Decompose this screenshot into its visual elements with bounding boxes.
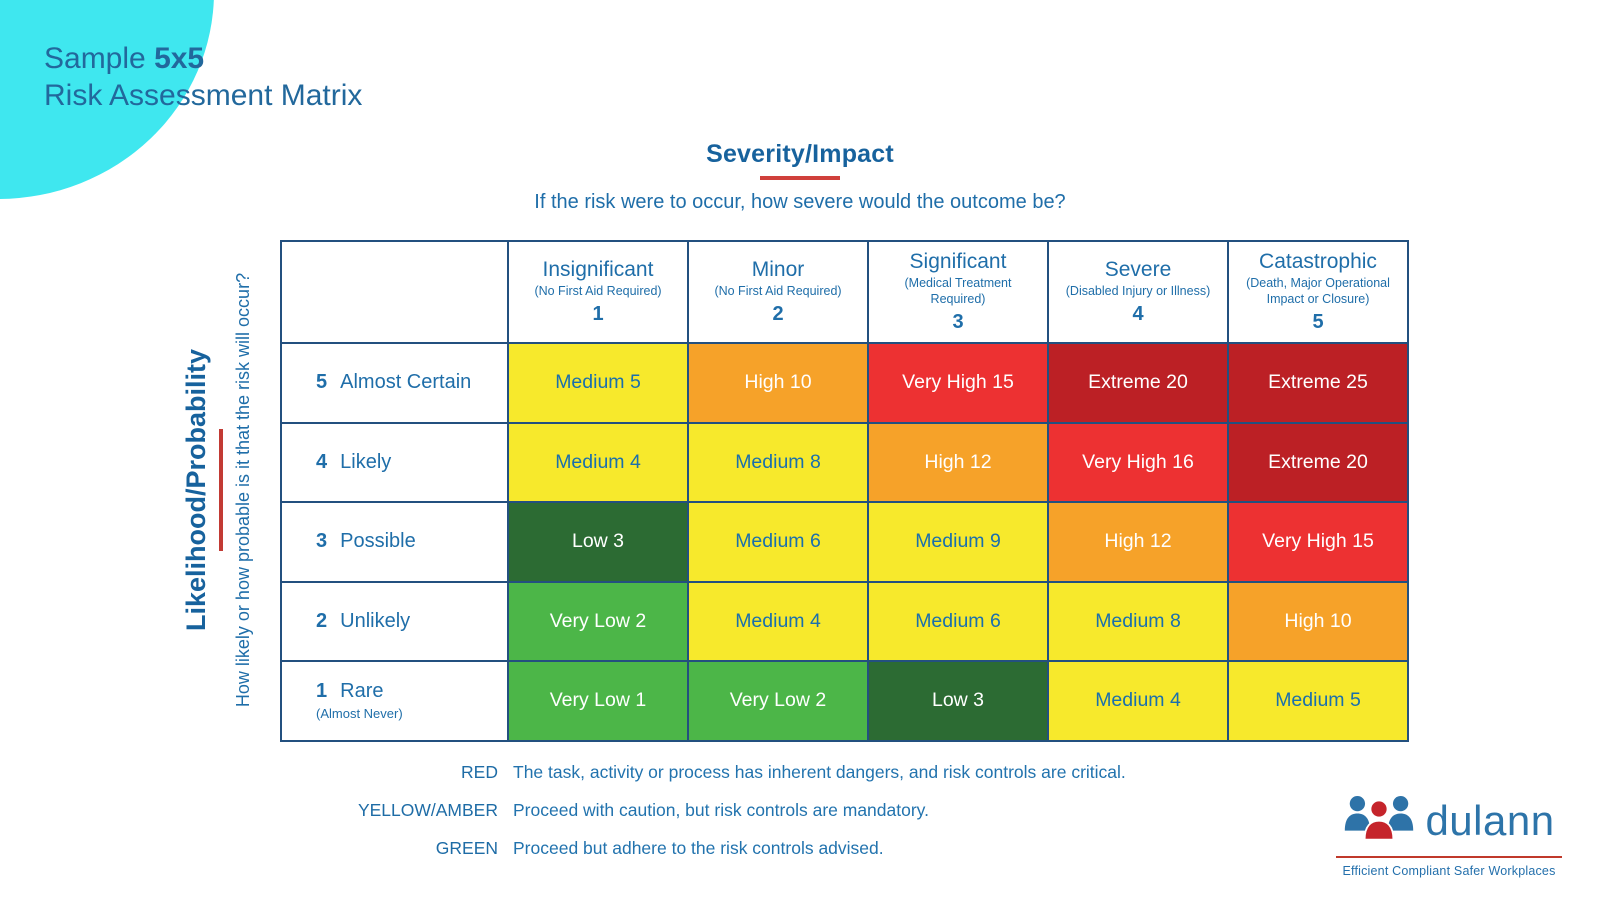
- matrix-cell: Medium 8: [689, 424, 867, 502]
- matrix-cell: High 10: [1229, 583, 1407, 661]
- column-title: Minor: [751, 258, 805, 282]
- row-header-likely: [282, 424, 507, 502]
- row-header-label: [316, 610, 410, 633]
- row-number: 5: [316, 371, 328, 394]
- row-label: Unlikely: [340, 609, 411, 632]
- color-legend: [280, 762, 1126, 859]
- matrix-cell: Medium 4: [1049, 662, 1227, 740]
- page-title: [44, 40, 362, 114]
- matrix-cell: Medium 6: [689, 503, 867, 581]
- matrix-cell: Low 3: [869, 662, 1047, 740]
- people-group-icon: [1343, 792, 1415, 849]
- page-title-bold: 5x5: [154, 42, 205, 75]
- row-label: Almost Certain: [340, 371, 472, 394]
- matrix-cell: Medium 8: [1049, 583, 1227, 661]
- column-header-significant: [869, 242, 1047, 342]
- matrix-cell: Extreme 20: [1229, 424, 1407, 502]
- matrix-cell: Very Low 2: [509, 583, 687, 661]
- matrix-cell: Very Low 1: [509, 662, 687, 740]
- matrix-cell: High 12: [1049, 503, 1227, 581]
- logo-red-divider: [1336, 856, 1562, 858]
- column-title: Significant: [909, 250, 1007, 274]
- column-subtitle: (Medical Treatment Required): [904, 276, 1012, 306]
- risk-matrix-table: [280, 240, 1409, 742]
- row-number: 4: [316, 450, 328, 473]
- row-header-unlikely: [282, 583, 507, 661]
- row-label: Rare: [340, 680, 384, 703]
- matrix-cell: Medium 4: [689, 583, 867, 661]
- column-header-minor: [689, 242, 867, 342]
- row-header-sublabel: (Almost Never): [316, 706, 403, 722]
- legend-text-red: The task, activity or process has inherent dangers, and risk controls are critical.: [513, 762, 1126, 782]
- row-header-almost-certain: [282, 344, 507, 422]
- column-subtitle: (No First Aid Required): [534, 284, 662, 299]
- legend-label-red: RED: [461, 762, 498, 782]
- legend-label-yellow-amber: YELLOW/AMBER: [357, 800, 498, 820]
- matrix-cell: Very High 16: [1049, 424, 1227, 502]
- likelihood-axis-question: How likely or how probable is it that the risk will occur?: [232, 272, 253, 708]
- page-title-line1: [44, 40, 362, 77]
- page-title-regular: Sample: [44, 42, 146, 75]
- row-header-label: [316, 680, 383, 703]
- matrix-cell: Very Low 2: [689, 662, 867, 740]
- column-number: 1: [592, 302, 604, 325]
- column-title: Insignificant: [542, 258, 654, 282]
- row-number: 3: [316, 530, 328, 553]
- severity-axis-title: Severity/Impact: [706, 140, 894, 168]
- dulann-logo-row: [1336, 792, 1562, 849]
- row-number: 2: [316, 609, 328, 632]
- column-number: 4: [1132, 302, 1144, 325]
- column-number: 2: [772, 302, 784, 325]
- dulann-logo: [1336, 792, 1562, 878]
- severity-axis-question: If the risk were to occur, how severe would the outcome be?: [534, 191, 1066, 213]
- row-header-possible: [282, 503, 507, 581]
- likelihood-red-underline: [219, 429, 223, 551]
- matrix-cell: Low 3: [509, 503, 687, 581]
- row-number: 1: [316, 680, 328, 703]
- column-number: 5: [1312, 310, 1324, 333]
- column-subtitle: (Disabled Injury or Illness): [1065, 284, 1211, 299]
- column-subtitle: (Death, Major Operational Impact or Closure): [1246, 276, 1390, 306]
- severity-axis-header: [180, 140, 1420, 214]
- column-subtitle: (No First Aid Required): [714, 284, 842, 299]
- matrix-cell: Very High 15: [1229, 503, 1407, 581]
- matrix-cell: Medium 4: [509, 424, 687, 502]
- likelihood-axis-title: Likelihood/Probability: [180, 348, 211, 632]
- matrix-cell: Medium 5: [509, 344, 687, 422]
- row-header-label: [316, 451, 391, 474]
- dulann-wordmark: dulann: [1425, 796, 1555, 844]
- matrix-corner-cell: [282, 242, 507, 342]
- legend-label-green: GREEN: [435, 838, 498, 858]
- column-header-severe: [1049, 242, 1227, 342]
- page-title-line2: Risk Assessment Matrix: [44, 79, 363, 112]
- matrix-cell: Very High 15: [869, 344, 1047, 422]
- row-header-rare: [282, 662, 507, 740]
- row-header-label: [316, 371, 471, 394]
- logo-tagline: Efficient Compliant Safer Workplaces: [1342, 864, 1556, 878]
- row-label: Likely: [340, 450, 392, 473]
- matrix-cell: Medium 9: [869, 503, 1047, 581]
- matrix-cell: Extreme 20: [1049, 344, 1227, 422]
- likelihood-axis-header: [157, 250, 277, 730]
- row-header-label: [316, 530, 416, 553]
- matrix-cell: High 12: [869, 424, 1047, 502]
- row-label: Possible: [340, 530, 416, 553]
- column-header-catastrophic: [1229, 242, 1407, 342]
- matrix-cell: Medium 5: [1229, 662, 1407, 740]
- legend-text-yellow-amber: Proceed with caution, but risk controls are mandatory.: [513, 800, 929, 820]
- column-title: Severe: [1104, 258, 1172, 282]
- matrix-cell: High 10: [689, 344, 867, 422]
- matrix-cell: Medium 6: [869, 583, 1047, 661]
- legend-text-green: Proceed but adhere to the risk controls advised.: [513, 838, 884, 858]
- column-number: 3: [952, 310, 964, 333]
- severity-red-underline: [760, 176, 840, 180]
- likelihood-axis-rotated: [157, 230, 277, 750]
- matrix-cell: Extreme 25: [1229, 344, 1407, 422]
- column-header-insignificant: [509, 242, 687, 342]
- column-title: Catastrophic: [1259, 250, 1377, 274]
